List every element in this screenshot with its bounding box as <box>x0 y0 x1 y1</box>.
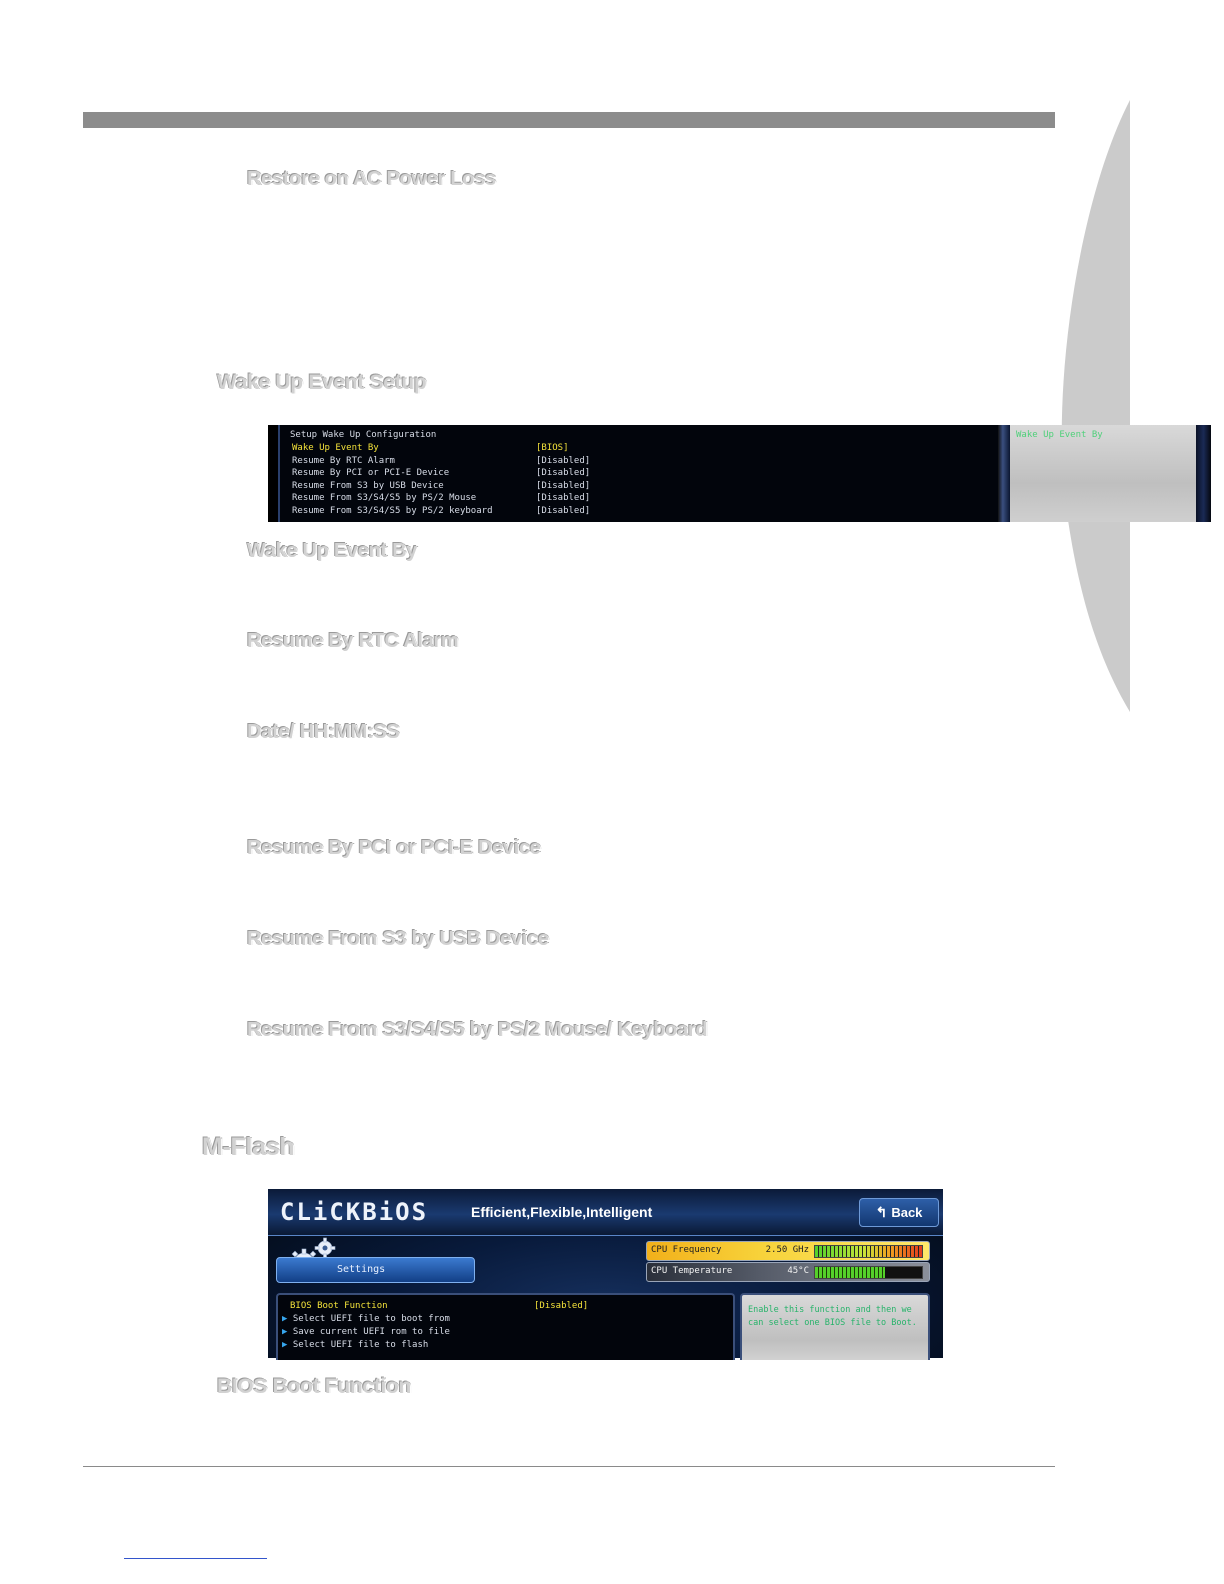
m-flash-options-pane <box>276 1293 735 1360</box>
wake-up-bios-screenshot <box>268 425 1103 522</box>
bios-option-value[interactable]: [Disabled] <box>536 481 591 491</box>
cpu-temperature-fill <box>815 1267 885 1278</box>
header-rule <box>83 112 1055 128</box>
heading-bios-boot-function: BIOS Boot Function <box>217 1375 412 1398</box>
heading-resume-by-pci: Resume By PCI or PCI-E Device <box>247 837 541 859</box>
heading-m-flash: M-Flash <box>202 1133 295 1161</box>
submenu-arrow-icon: ▶ <box>282 1314 288 1324</box>
back-arrow-icon: ↰ <box>875 1204 888 1220</box>
bios-option-value[interactable]: [Disabled] <box>536 456 591 466</box>
bios-option-value[interactable]: [BIOS] <box>536 443 569 453</box>
bios-submenu-item[interactable] <box>282 1314 450 1324</box>
bios-submenu-item[interactable] <box>282 1327 450 1337</box>
m-flash-bios-screenshot <box>268 1189 943 1358</box>
cpu-frequency-value: 2.50 GHz <box>765 1245 809 1255</box>
settings-button[interactable] <box>276 1257 475 1283</box>
cpu-frequency-row <box>646 1241 930 1261</box>
bios-option-label[interactable]: Resume From S3 by USB Device <box>292 481 444 491</box>
bios-option-value[interactable]: [Disabled] <box>534 1301 589 1311</box>
submenu-arrow-icon: ▶ <box>282 1327 288 1337</box>
cpu-status-panel <box>646 1241 928 1283</box>
bios-section-title: Setup Wake Up Configuration <box>290 430 437 440</box>
bios-submenu-item[interactable] <box>282 1340 428 1350</box>
bios-option-label[interactable]: Resume By PCI or PCI-E Device <box>292 468 450 478</box>
heading-restore-ac-power-loss: Restore on AC Power Loss <box>247 168 496 190</box>
heading-resume-ps2: Resume From S3/S4/S5 by PS/2 Mouse/ Keyboard <box>247 1019 708 1041</box>
bios-help-text: Enable this function and then we can select one BIOS file to Boot. <box>748 1305 917 1328</box>
heading-date-time: Date/ HH:MM:SS <box>247 721 400 743</box>
back-label: Back <box>891 1205 923 1220</box>
submenu-label: Select UEFI file to flash <box>292 1340 429 1350</box>
heading-wake-up-event-by: Wake Up Event By <box>247 540 418 562</box>
cpu-temperature-row <box>646 1262 930 1282</box>
cpu-temperature-meter <box>814 1266 923 1279</box>
heading-resume-by-rtc-alarm: Resume By RTC Alarm <box>247 630 459 652</box>
back-button[interactable] <box>859 1198 939 1227</box>
bios-help-text: Wake Up Event By <box>1016 430 1103 440</box>
footer-link-underline <box>124 1558 267 1559</box>
chapter-side-tab <box>1058 100 1130 712</box>
bios-option-value[interactable]: [Disabled] <box>536 506 591 516</box>
bios-tagline: Efficient,Flexible,Intelligent <box>471 1204 653 1220</box>
bios-option-label[interactable]: BIOS Boot Function <box>290 1301 388 1311</box>
submenu-arrow-icon: ▶ <box>282 1340 288 1350</box>
bios-option-value[interactable]: [Disabled] <box>536 468 591 478</box>
footer-rule <box>83 1466 1055 1467</box>
cpu-temperature-value: 45°C <box>787 1266 809 1276</box>
cpu-frequency-fill <box>815 1246 922 1257</box>
cpu-frequency-meter <box>814 1245 923 1258</box>
settings-label: Settings <box>337 1264 386 1275</box>
bios-option-value[interactable]: [Disabled] <box>536 493 591 503</box>
bios-help-pane <box>1010 425 1196 522</box>
heading-wake-up-event-setup: Wake Up Event Setup <box>217 371 427 394</box>
submenu-label: Select UEFI file to boot from <box>292 1314 450 1324</box>
bios-option-label[interactable]: Resume By RTC Alarm <box>292 456 395 466</box>
pane-divider <box>998 425 1010 522</box>
submenu-label: Save current UEFI rom to file <box>292 1327 450 1337</box>
bios-header-bar <box>268 1189 943 1236</box>
cpu-temperature-label: CPU Temperature <box>651 1266 733 1276</box>
bios-options-pane <box>278 425 1000 522</box>
heading-resume-usb: Resume From S3 by USB Device <box>247 928 549 950</box>
frame-edge <box>1196 425 1211 522</box>
cpu-frequency-label: CPU Frequency <box>651 1245 722 1255</box>
bios-option-label[interactable]: Resume From S3/S4/S5 by PS/2 Mouse <box>292 493 477 503</box>
bios-option-label[interactable]: Wake Up Event By <box>292 443 379 453</box>
bios-option-label[interactable]: Resume From S3/S4/S5 by PS/2 keyboard <box>292 506 493 516</box>
m-flash-help-pane <box>740 1293 930 1360</box>
clickbios-logo: CLiCKBiOS <box>280 1198 429 1226</box>
